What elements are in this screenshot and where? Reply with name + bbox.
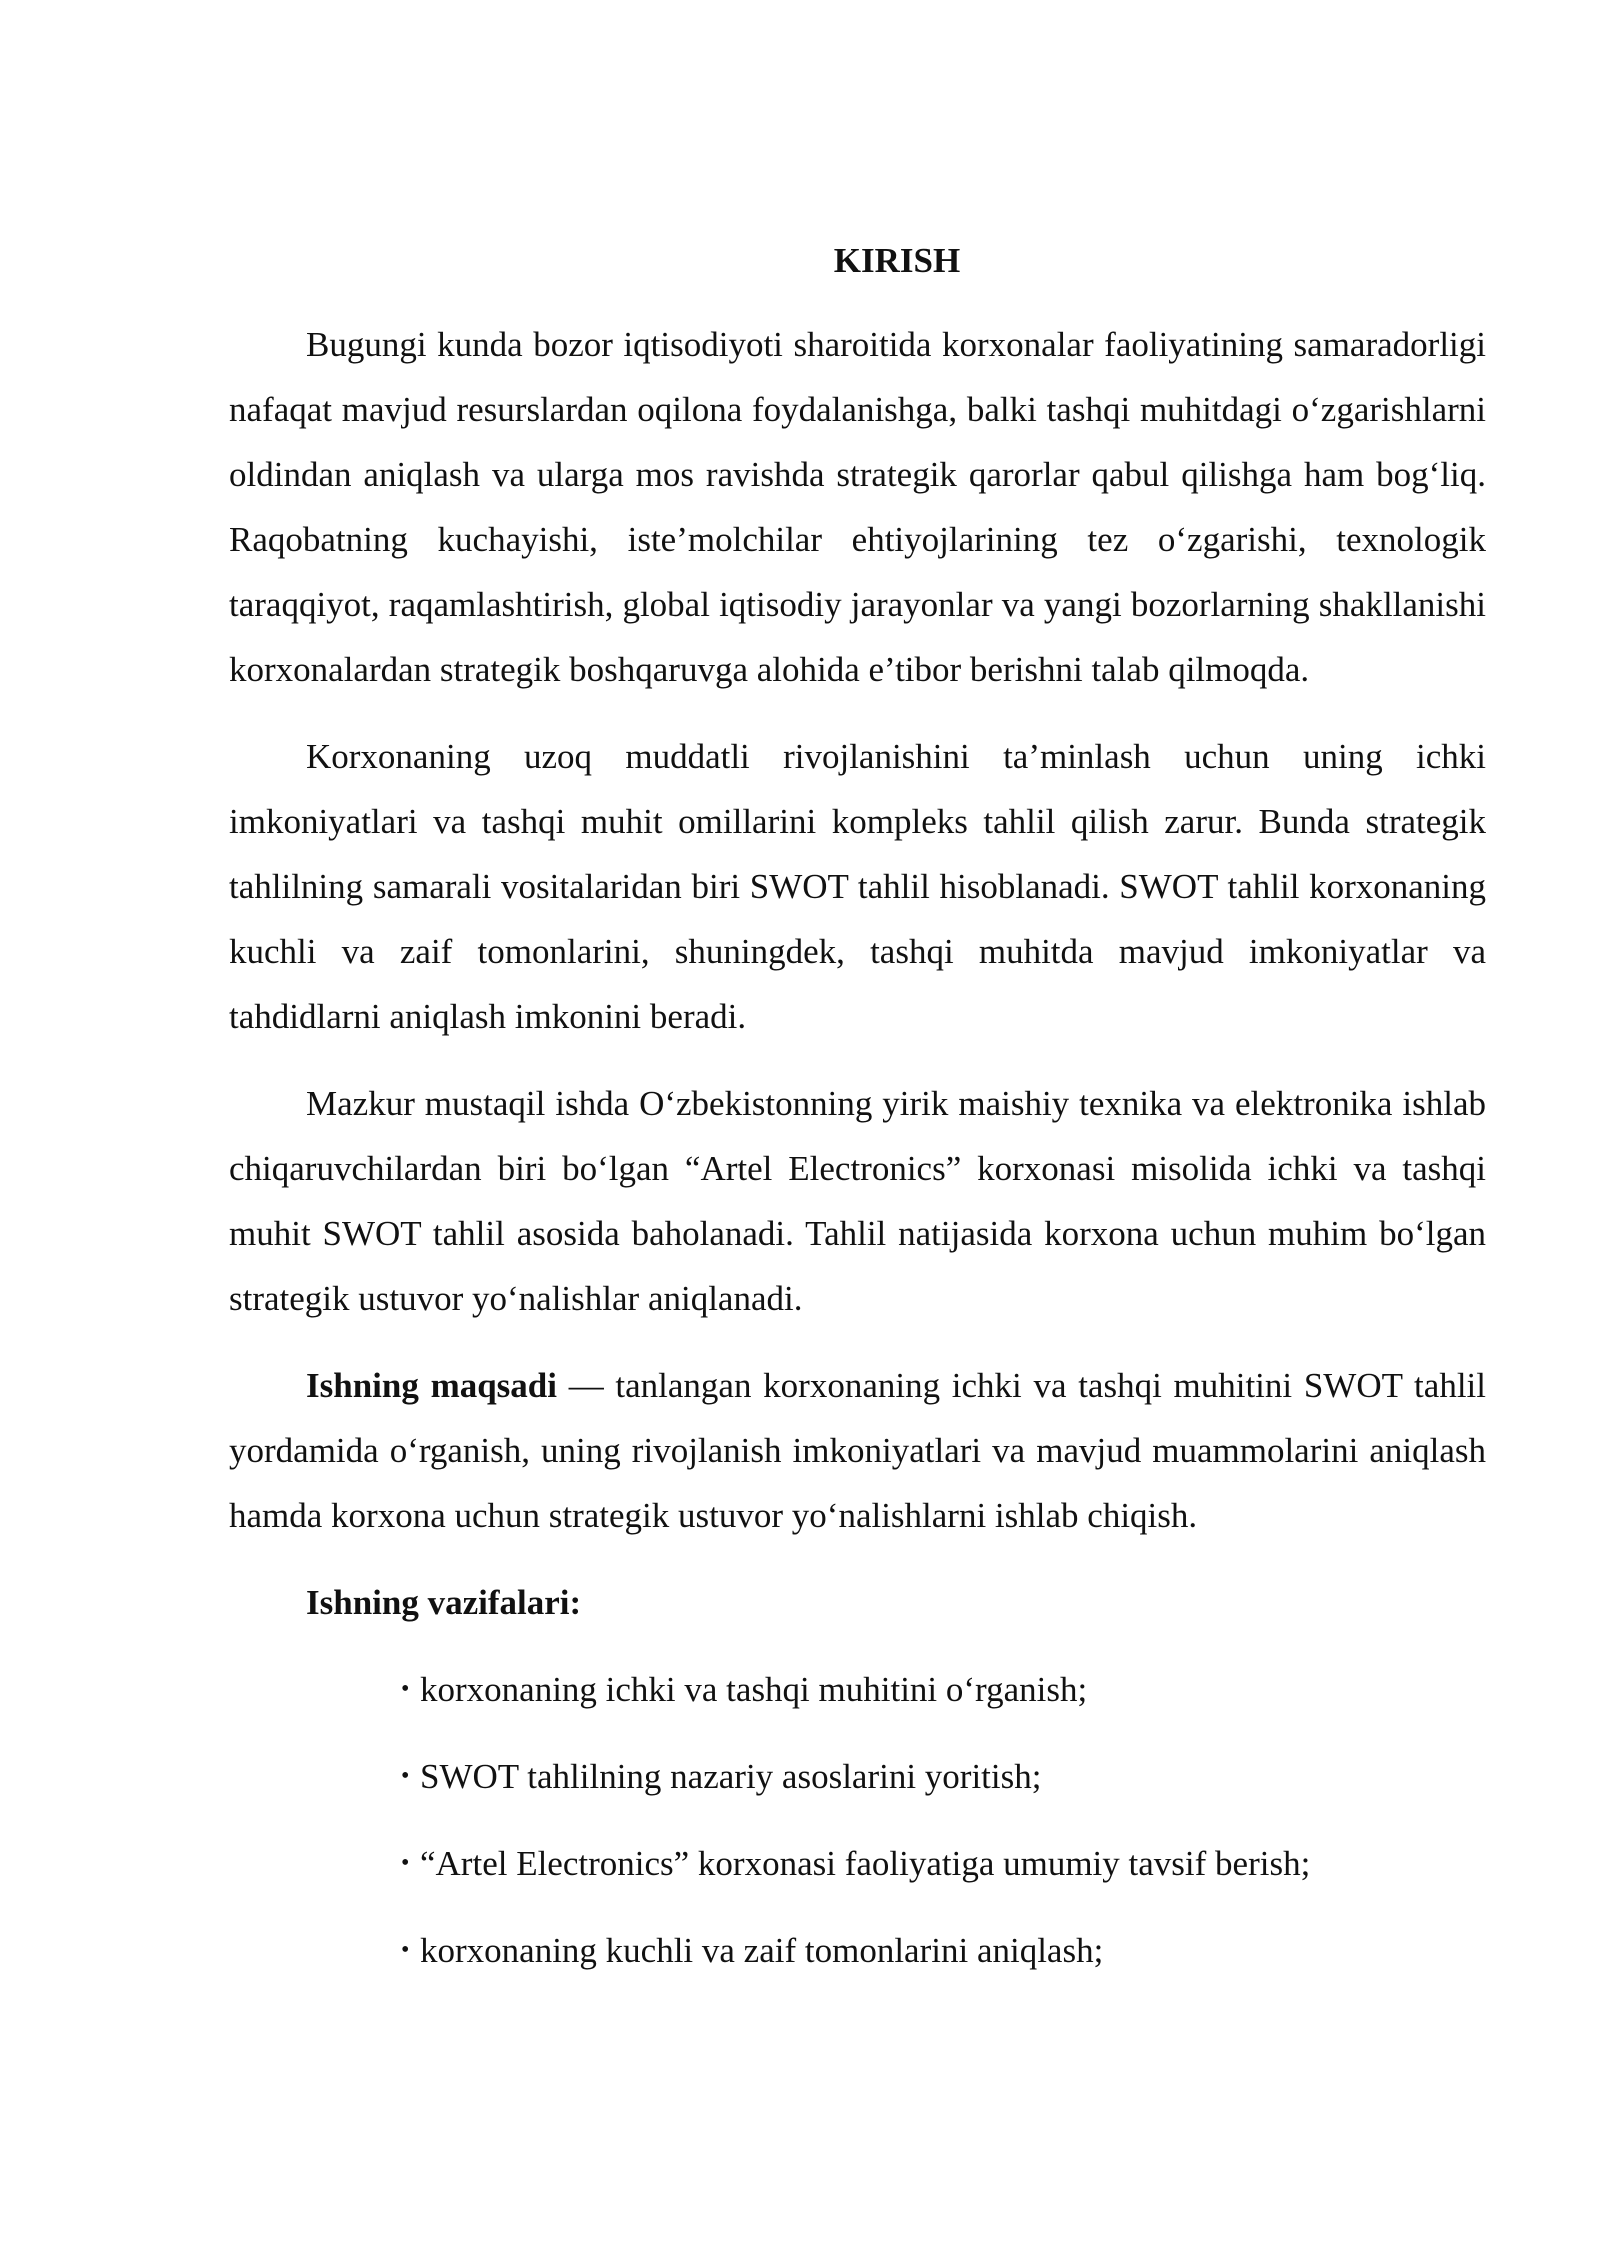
task-text: “Artel Electronics” korxonasi faoliyatiga umumiy tavsif berish; bbox=[420, 1844, 1311, 1883]
goal-label: Ishning maqsadi bbox=[306, 1366, 557, 1405]
task-text: SWOT tahlilning nazariy asoslarini yoritish; bbox=[420, 1757, 1042, 1796]
paragraph-swot: Korxonaning uzoq muddatli rivojlanishini ta’minlash uchun uning ichki imkoniyatlari va tashqi muhit omillarini kompleks tahlil qilish zarur. Bunda strategik tahlilning samarali vositalaridan biri SWOT tahlil hisoblanadi. SWOT tahlil korxonaning kuchli va zaif tomonlarini, shuningdek, tashqi muhitda mavjud imkoniyatlar va tahdidlarni aniqlash imkonini beradi. bbox=[229, 737, 1486, 1036]
bullet-icon: • bbox=[401, 1763, 410, 1789]
task-text: korxonaning kuchli va zaif tomonlarini aniqlash; bbox=[420, 1931, 1104, 1970]
paragraph-goal bbox=[229, 1353, 1486, 1548]
list-item bbox=[229, 1918, 1486, 1983]
paragraph-case-study: Mazkur mustaqil ishda O‘zbekistonning yirik maishiy texnika va elektronika ishlab chiqaruvchilardan biri bo‘lgan “Artel Electronics” korxonasi misolida ichki va tashqi muhit SWOT tahlil asosida baholanadi. Tahlil natijasida korxona uchun muhim bo‘lgan strategik ustuvor yo‘nalishlar aniqlanadi. bbox=[229, 1084, 1486, 1318]
task-text: korxonaning ichki va tashqi muhitini o‘rganish; bbox=[420, 1670, 1088, 1709]
document-body bbox=[229, 312, 1486, 2005]
document-title: KIRISH bbox=[833, 241, 961, 280]
tasks-heading: Ishning vazifalari: bbox=[306, 1583, 582, 1622]
bullet-icon: • bbox=[401, 1676, 410, 1702]
list-item bbox=[229, 1657, 1486, 1722]
paragraph-intro: Bugungi kunda bozor iqtisodiyoti sharoitida korxonalar faoliyatining samaradorligi nafaqat mavjud resurslardan oqilona foydalanishga, balki tashqi muhitdagi o‘zgarishlarni oldindan aniqlash va ularga mos ravishda strategik qarorlar qabul qilishga ham bog‘liq. Raqobatning kuchayishi, iste’molchilar ehtiyojlarining tez o‘zgarishi, texnologik taraqqiyot, raqamlashtirish, global iqtisodiy jarayonlar va yangi bozorlarning shakllanishi korxonalardan strategik boshqaruvga alohida e’tibor berishni talab qilmoqda. bbox=[229, 325, 1486, 689]
bullet-icon: • bbox=[401, 1937, 410, 1963]
task-list bbox=[229, 1657, 1486, 1983]
list-item bbox=[229, 1831, 1486, 1896]
goal-text: — tanlangan korxonaning ichki va tashqi muhitini SWOT tahlil yordamida o‘rganish, uning rivojlanish imkoniyatlari va mavjud muammolarini aniqlash hamda korxona uchun strategik ustuvor yo‘nalishlarni ishlab chiqish. bbox=[229, 1366, 1486, 1535]
list-item bbox=[229, 1744, 1486, 1809]
bullet-icon: • bbox=[401, 1850, 410, 1876]
